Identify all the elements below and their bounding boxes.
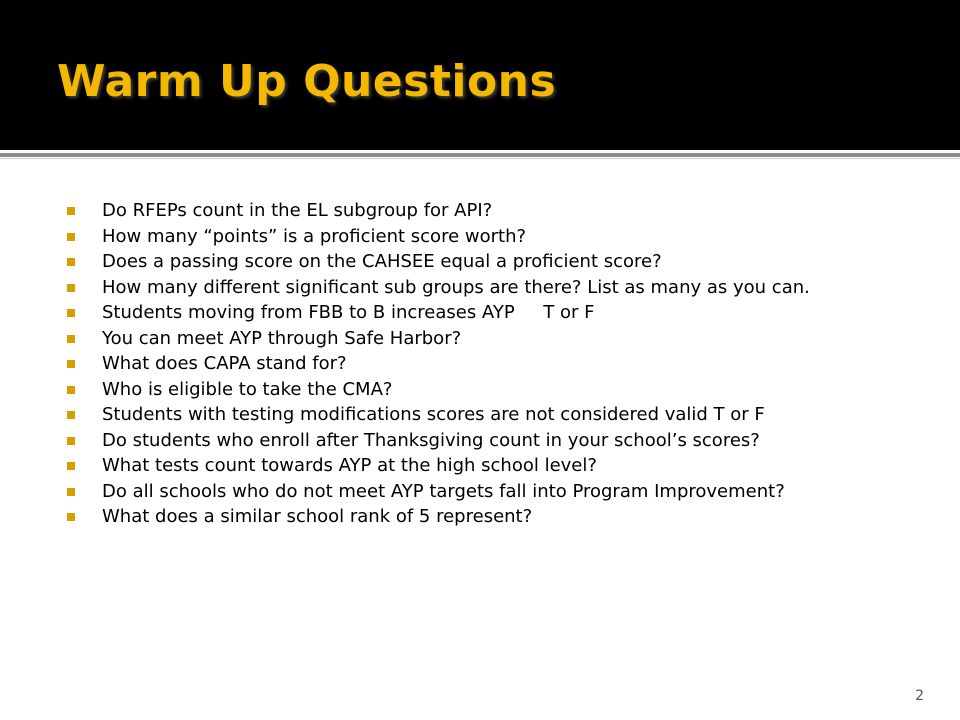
square-bullet-icon xyxy=(67,207,75,215)
question-item xyxy=(66,428,916,454)
square-bullet-icon xyxy=(67,360,75,368)
title-divider-thin xyxy=(0,158,960,159)
question-text: Students with testing modifications scores are not considered valid T or F xyxy=(102,404,765,425)
question-item xyxy=(66,249,916,275)
question-item xyxy=(66,351,916,377)
question-item xyxy=(66,224,916,250)
question-text: Do students who enroll after Thanksgiving count in your school’s scores? xyxy=(102,429,760,451)
question-text: Do RFEPs count in the EL subgroup for API? xyxy=(102,200,493,221)
question-text: Do all schools who do not meet AYP targets fall into Program Improvement? xyxy=(102,480,785,502)
question-item xyxy=(66,479,916,505)
question-item xyxy=(66,453,916,479)
question-text: Who is eligible to take the CMA? xyxy=(102,378,393,400)
question-item xyxy=(66,198,916,224)
question-text: You can meet AYP through Safe Harbor? xyxy=(102,327,462,349)
question-text: Does a passing score on the CAHSEE equal a proficient score? xyxy=(102,251,662,272)
question-item xyxy=(66,377,916,403)
square-bullet-icon xyxy=(67,411,75,419)
square-bullet-icon xyxy=(67,233,75,241)
question-text: What tests count towards AYP at the high school level? xyxy=(102,455,597,476)
square-bullet-icon xyxy=(67,488,75,496)
square-bullet-icon xyxy=(67,437,75,445)
question-item xyxy=(66,275,916,301)
square-bullet-icon xyxy=(67,513,75,521)
question-item xyxy=(66,402,916,428)
question-text: Students moving from FBB to B increases AYP T or F xyxy=(102,302,595,323)
square-bullet-icon xyxy=(67,462,75,470)
title-divider xyxy=(0,153,960,157)
question-text: How many different significant sub groups are there? List as many as you can. xyxy=(102,276,810,298)
slide-body xyxy=(66,198,916,530)
square-bullet-icon xyxy=(67,284,75,292)
question-item xyxy=(66,326,916,352)
square-bullet-icon xyxy=(67,258,75,266)
title-bar xyxy=(0,0,960,150)
square-bullet-icon xyxy=(67,309,75,317)
question-list xyxy=(66,198,916,530)
page-number: 2 xyxy=(915,688,924,704)
question-text: What does a similar school rank of 5 represent? xyxy=(102,506,533,527)
square-bullet-icon xyxy=(67,386,75,394)
square-bullet-icon xyxy=(67,335,75,343)
question-item xyxy=(66,504,916,530)
question-text: What does CAPA stand for? xyxy=(102,353,347,374)
question-text: How many “points” is a proficient score worth? xyxy=(102,225,527,247)
slide-title: Warm Up Questions xyxy=(57,56,557,107)
question-item xyxy=(66,300,916,326)
